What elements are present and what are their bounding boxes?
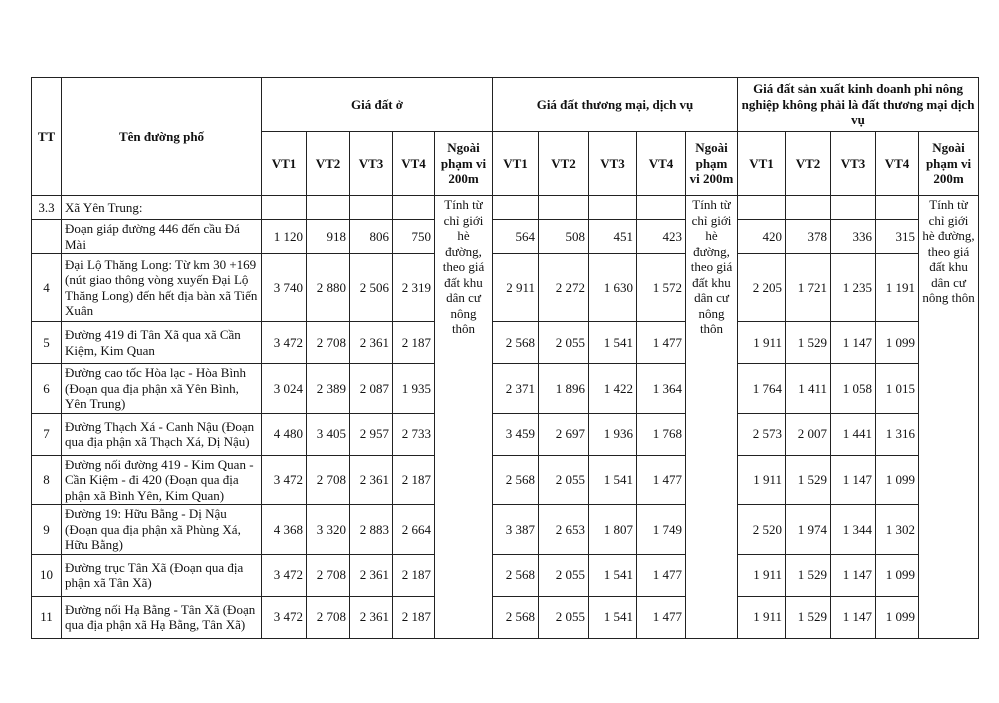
header-vt3: VT3 <box>831 132 876 196</box>
price-vt3: 1 541 <box>589 554 637 596</box>
price-vt2: 1 721 <box>786 254 831 322</box>
note-non-agri: Tính từ chỉ giới hè đường, theo giá đất khu dân cư nông thôn <box>919 196 979 639</box>
price-vt3: 451 <box>589 220 637 254</box>
price-vt1: 2 568 <box>493 596 539 638</box>
street-name: Đường Thạch Xá - Canh Nậu (Đoạn qua địa phận xã Thạch Xá, Dị Nậu) <box>62 413 262 455</box>
street-name: Đoạn giáp đường 446 đến cầu Đá Mài <box>62 220 262 254</box>
price-vt4: 2 319 <box>393 254 435 322</box>
price-vt1: 2 371 <box>493 364 539 414</box>
price-vt1: 2 911 <box>493 254 539 322</box>
price-vt3: 1 541 <box>589 596 637 638</box>
empty-cell <box>539 196 589 220</box>
table-row <box>32 413 979 455</box>
header-outside-200m: Ngoài phạm vi 200m <box>919 132 979 196</box>
price-vt4: 1 099 <box>876 554 919 596</box>
price-vt1: 4 480 <box>262 413 307 455</box>
price-vt3: 2 361 <box>350 322 393 364</box>
price-vt4: 1 477 <box>637 322 686 364</box>
price-vt3: 1 807 <box>589 505 637 555</box>
price-vt2: 2 653 <box>539 505 589 555</box>
header-row-1 <box>32 78 979 132</box>
price-vt3: 2 361 <box>350 596 393 638</box>
price-vt3: 2 506 <box>350 254 393 322</box>
price-vt3: 336 <box>831 220 876 254</box>
price-vt1: 3 472 <box>262 596 307 638</box>
price-vt3: 1 441 <box>831 413 876 455</box>
price-vt1: 1 120 <box>262 220 307 254</box>
header-vt3: VT3 <box>350 132 393 196</box>
price-vt4: 1 749 <box>637 505 686 555</box>
street-name: Đường cao tốc Hòa lạc - Hòa Bình (Đoạn qua địa phận xã Yên Bình, Yên Trung) <box>62 364 262 414</box>
header-tt: TT <box>32 78 62 196</box>
price-vt2: 2 055 <box>539 322 589 364</box>
price-vt3: 1 147 <box>831 596 876 638</box>
empty-cell <box>831 196 876 220</box>
price-vt3: 2 361 <box>350 455 393 505</box>
price-vt4: 1 099 <box>876 455 919 505</box>
header-street-name: Tên đường phố <box>62 78 262 196</box>
price-vt3: 1 058 <box>831 364 876 414</box>
table-row <box>32 455 979 505</box>
header-non-agri-land: Giá đất sản xuất kinh doanh phi nông nghiệp không phải là đất thương mại dịch vụ <box>738 78 979 132</box>
header-vt3: VT3 <box>589 132 637 196</box>
price-vt1: 3 024 <box>262 364 307 414</box>
price-vt2: 2 389 <box>307 364 350 414</box>
price-vt2: 2 708 <box>307 554 350 596</box>
price-vt2: 2 055 <box>539 596 589 638</box>
row-number: 7 <box>32 413 62 455</box>
price-vt3: 1 541 <box>589 455 637 505</box>
price-vt2: 2 708 <box>307 596 350 638</box>
row-number: 10 <box>32 554 62 596</box>
price-table-page <box>31 77 979 639</box>
table-row <box>32 220 979 254</box>
price-vt4: 750 <box>393 220 435 254</box>
street-name: Đường 419 đi Tân Xã qua xã Cần Kiệm, Kim Quan <box>62 322 262 364</box>
price-vt3: 806 <box>350 220 393 254</box>
price-vt4: 1 477 <box>637 596 686 638</box>
price-vt1: 1 911 <box>738 596 786 638</box>
price-vt4: 2 664 <box>393 505 435 555</box>
table-row <box>32 505 979 555</box>
street-name: Đường nối đường 419 - Kim Quan - Cần Kiệm - đi 420 (Đoạn qua địa phận xã Bình Yên, Kim Quan) <box>62 455 262 505</box>
price-vt3: 1 235 <box>831 254 876 322</box>
price-vt1: 3 459 <box>493 413 539 455</box>
price-vt2: 378 <box>786 220 831 254</box>
price-vt1: 3 387 <box>493 505 539 555</box>
price-vt1: 2 520 <box>738 505 786 555</box>
note-commercial: Tính từ chỉ giới hè đường, theo giá đất khu dân cư nông thôn <box>686 196 738 639</box>
price-vt1: 1 764 <box>738 364 786 414</box>
price-vt2: 3 405 <box>307 413 350 455</box>
empty-cell <box>876 196 919 220</box>
price-vt3: 1 147 <box>831 455 876 505</box>
price-vt4: 1 015 <box>876 364 919 414</box>
empty-cell <box>307 196 350 220</box>
price-vt4: 1 099 <box>876 596 919 638</box>
price-vt4: 1 364 <box>637 364 686 414</box>
empty-cell <box>738 196 786 220</box>
price-vt2: 1 896 <box>539 364 589 414</box>
price-vt2: 1 529 <box>786 322 831 364</box>
section-number: 3.3 <box>32 196 62 220</box>
price-vt4: 1 477 <box>637 554 686 596</box>
row-number: 5 <box>32 322 62 364</box>
empty-cell <box>493 196 539 220</box>
price-vt4: 1 935 <box>393 364 435 414</box>
price-vt2: 2 055 <box>539 455 589 505</box>
price-vt2: 1 411 <box>786 364 831 414</box>
price-vt1: 1 911 <box>738 455 786 505</box>
header-vt4: VT4 <box>393 132 435 196</box>
section-row <box>32 196 979 220</box>
price-vt1: 2 568 <box>493 455 539 505</box>
price-vt4: 1 316 <box>876 413 919 455</box>
price-vt3: 2 087 <box>350 364 393 414</box>
price-vt2: 2 708 <box>307 322 350 364</box>
row-number: 8 <box>32 455 62 505</box>
header-vt1: VT1 <box>738 132 786 196</box>
empty-cell <box>393 196 435 220</box>
header-commercial-land: Giá đất thương mại, dịch vụ <box>493 78 738 132</box>
section-name: Xã Yên Trung: <box>62 196 262 220</box>
street-name: Đường 19: Hữu Bằng - Dị Nậu (Đoạn qua địa phận xã Phùng Xá, Hữu Bằng) <box>62 505 262 555</box>
price-vt4: 423 <box>637 220 686 254</box>
price-vt2: 1 529 <box>786 596 831 638</box>
price-vt4: 1 477 <box>637 455 686 505</box>
table-row <box>32 364 979 414</box>
row-number: 4 <box>32 254 62 322</box>
price-vt3: 1 147 <box>831 322 876 364</box>
price-vt2: 1 974 <box>786 505 831 555</box>
table-row <box>32 596 979 638</box>
table-row <box>32 254 979 322</box>
price-vt2: 508 <box>539 220 589 254</box>
price-vt1: 1 911 <box>738 554 786 596</box>
header-vt2: VT2 <box>539 132 589 196</box>
price-vt2: 3 320 <box>307 505 350 555</box>
empty-cell <box>350 196 393 220</box>
header-outside-200m: Ngoài phạm vi 200m <box>686 132 738 196</box>
price-vt2: 1 529 <box>786 554 831 596</box>
price-vt1: 1 911 <box>738 322 786 364</box>
price-vt2: 2 055 <box>539 554 589 596</box>
price-vt4: 1 768 <box>637 413 686 455</box>
price-vt1: 2 205 <box>738 254 786 322</box>
price-vt4: 2 733 <box>393 413 435 455</box>
price-vt4: 2 187 <box>393 455 435 505</box>
empty-cell <box>262 196 307 220</box>
header-residential-land: Giá đất ở <box>262 78 493 132</box>
price-vt3: 2 883 <box>350 505 393 555</box>
price-vt3: 2 361 <box>350 554 393 596</box>
price-vt1: 4 368 <box>262 505 307 555</box>
row-number: 6 <box>32 364 62 414</box>
price-vt1: 564 <box>493 220 539 254</box>
price-vt3: 1 541 <box>589 322 637 364</box>
price-vt4: 1 099 <box>876 322 919 364</box>
price-vt3: 1 344 <box>831 505 876 555</box>
price-vt4: 1 191 <box>876 254 919 322</box>
price-vt1: 3 472 <box>262 455 307 505</box>
price-vt2: 2 007 <box>786 413 831 455</box>
street-name: Đường nối Hạ Bằng - Tân Xã (Đoạn qua địa phận xã Hạ Bằng, Tân Xã) <box>62 596 262 638</box>
price-vt3: 2 957 <box>350 413 393 455</box>
price-vt3: 1 147 <box>831 554 876 596</box>
price-vt1: 2 568 <box>493 554 539 596</box>
price-vt1: 3 472 <box>262 322 307 364</box>
price-vt3: 1 422 <box>589 364 637 414</box>
table-row <box>32 554 979 596</box>
street-name: Đường trục Tân Xã (Đoạn qua địa phận xã Tân Xã) <box>62 554 262 596</box>
note-residential: Tính từ chỉ giới hè đường, theo giá đất khu dân cư nông thôn <box>435 196 493 639</box>
price-vt1: 2 568 <box>493 322 539 364</box>
street-name: Đại Lộ Thăng Long: Từ km 30 +169 (nút giao thông vòng xuyến Đại Lộ Thăng Long) đến hết địa bàn xã Tiến Xuân <box>62 254 262 322</box>
price-vt4: 2 187 <box>393 596 435 638</box>
price-vt2: 2 697 <box>539 413 589 455</box>
empty-cell <box>589 196 637 220</box>
header-outside-200m: Ngoài phạm vi 200m <box>435 132 493 196</box>
price-vt1: 2 573 <box>738 413 786 455</box>
price-vt2: 1 529 <box>786 455 831 505</box>
empty-cell <box>637 196 686 220</box>
price-vt3: 1 936 <box>589 413 637 455</box>
price-vt4: 1 302 <box>876 505 919 555</box>
price-vt2: 2 272 <box>539 254 589 322</box>
header-vt2: VT2 <box>307 132 350 196</box>
row-number <box>32 220 62 254</box>
price-vt2: 918 <box>307 220 350 254</box>
price-vt1: 420 <box>738 220 786 254</box>
price-vt4: 2 187 <box>393 322 435 364</box>
price-vt2: 2 708 <box>307 455 350 505</box>
price-vt4: 2 187 <box>393 554 435 596</box>
price-vt1: 3 740 <box>262 254 307 322</box>
row-number: 11 <box>32 596 62 638</box>
price-vt1: 3 472 <box>262 554 307 596</box>
header-vt4: VT4 <box>876 132 919 196</box>
header-vt2: VT2 <box>786 132 831 196</box>
empty-cell <box>786 196 831 220</box>
price-vt4: 315 <box>876 220 919 254</box>
land-price-table <box>31 77 979 639</box>
table-row <box>32 322 979 364</box>
price-vt4: 1 572 <box>637 254 686 322</box>
header-vt4: VT4 <box>637 132 686 196</box>
header-vt1: VT1 <box>262 132 307 196</box>
price-vt2: 2 880 <box>307 254 350 322</box>
header-vt1: VT1 <box>493 132 539 196</box>
row-number: 9 <box>32 505 62 555</box>
price-vt3: 1 630 <box>589 254 637 322</box>
